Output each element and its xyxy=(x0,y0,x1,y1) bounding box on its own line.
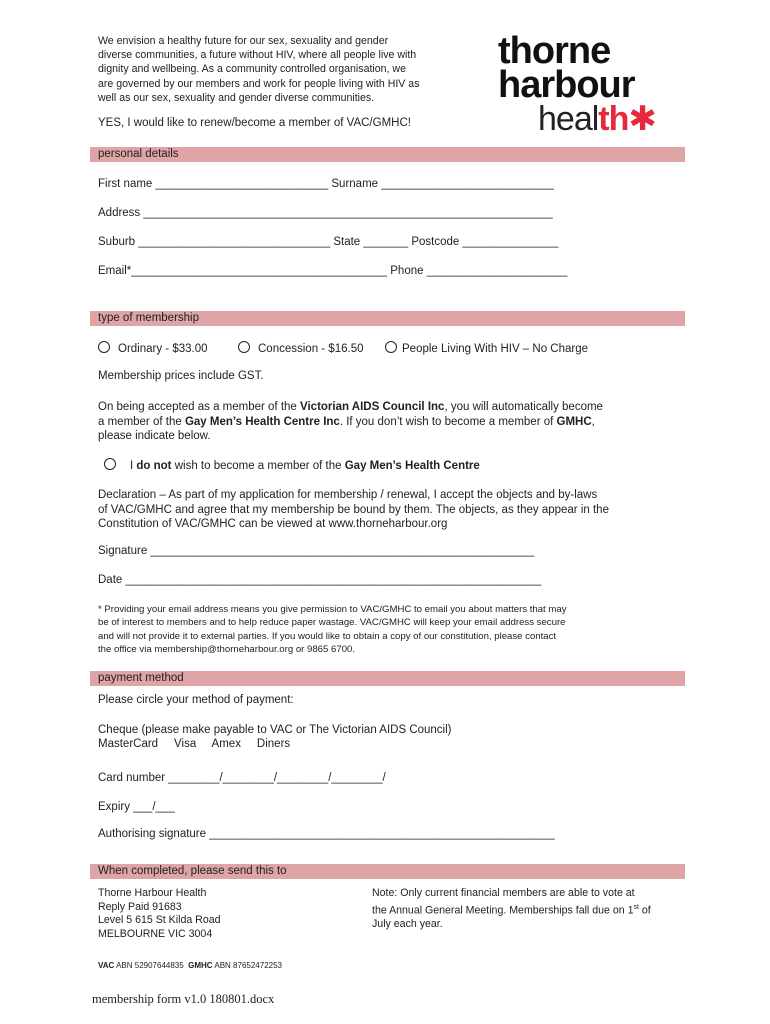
circle-method-instruction: Please circle your method of payment: xyxy=(98,694,294,706)
accept-gmhc: Gay Men’s Health Centre Inc xyxy=(184,415,340,428)
date-field: Date _________________________________________________________________ xyxy=(98,574,542,586)
option-ordinary[interactable] xyxy=(98,341,208,355)
option-ordinary-label: Ordinary - $33.00 xyxy=(118,343,208,355)
thorne-harbour-logo xyxy=(498,30,678,138)
card-number-field: Card number ________/________/________/________/ xyxy=(98,772,386,784)
declaration xyxy=(98,488,686,532)
section-bar-personal: personal details xyxy=(90,147,685,162)
renew-statement: YES, I would like to renew/become a member of VAC/GMHC! xyxy=(98,117,411,129)
note-line: of xyxy=(638,904,651,917)
address-line: Reply Paid 91683 xyxy=(98,900,182,913)
logo-word-harbour: harbour xyxy=(498,64,635,106)
note-line: Note: Only current financial members are able to vote at xyxy=(372,887,635,899)
accept-text: please indicate below. xyxy=(98,430,211,443)
option-concession[interactable] xyxy=(238,341,363,355)
logo-word-health xyxy=(538,102,718,136)
option-concession-label: Concession - $16.50 xyxy=(258,343,364,355)
intro-line: are governed by our members and work for people living with HIV as xyxy=(98,77,420,90)
intro-text xyxy=(98,34,468,105)
optout-text-bold: do not xyxy=(136,460,172,472)
option-plhiv[interactable] xyxy=(385,341,588,355)
accept-text: , xyxy=(591,415,595,428)
declaration-line: of VAC/GMHC and agree that my membership be bound by them. The objects, as they appear in the xyxy=(98,503,609,516)
suburb-state-postcode-fields: Suburb ______________________________ State _______ Postcode _______________ xyxy=(98,236,559,248)
intro-line: diverse communities, a future without HIV, where all people live with xyxy=(98,49,417,62)
authorising-signature-field: Authorising signature ______________________________________________________ xyxy=(98,828,555,840)
abn-vac: ABN 52907644835 xyxy=(114,961,189,970)
postal-address xyxy=(98,887,221,941)
option-plhiv-label: People Living With HIV – No Charge xyxy=(402,343,589,355)
intro-line: We envision a healthy future for our sex, sexuality and gender xyxy=(98,35,389,47)
abn-gmhc-label: GMHC xyxy=(188,961,213,970)
abn-vac-label: VAC xyxy=(98,961,115,970)
document-filename: membership form v1.0 180801.docx xyxy=(92,992,275,1006)
note-sup: st xyxy=(633,903,639,911)
email-consent-note xyxy=(98,603,678,657)
abn-gmhc: ABN 87652472253 xyxy=(212,961,282,970)
section-bar-payment: payment method xyxy=(90,671,685,686)
gst-note: Membership prices include GST. xyxy=(98,370,264,382)
accept-vac: Victorian AIDS Council Inc xyxy=(300,401,445,413)
logo-word-thorne: thorne xyxy=(498,30,611,72)
accept-text: . If you don’t wish to become a member of xyxy=(339,415,557,428)
accept-text: On being accepted as a member of the xyxy=(98,401,301,413)
intro-line: well as our sex, sexuality and gender diverse communities. xyxy=(98,91,375,104)
email-note-line: and will not provide it to external parties. If you would like to obtain a copy of our constitution, please contact xyxy=(98,630,557,642)
expiry-field: Expiry ___/___ xyxy=(98,801,175,813)
declaration-line: Declaration – As part of my application for membership / renewal, I accept the objects and by-laws xyxy=(98,489,598,501)
email-note-line: be of interest to members and to help reduce paper wastage. VAC/GMHC will keep your email address secure xyxy=(98,617,566,629)
radio-concession[interactable] xyxy=(238,341,250,353)
acceptance-paragraph xyxy=(98,400,686,444)
accept-text: a member of the xyxy=(98,415,185,428)
address-field: Address ________________________________________________________________ xyxy=(98,207,553,219)
intro-line: dignity and wellbeing. As a community controlled organisation, we xyxy=(98,63,406,76)
address-line: Level 5 615 St Kilda Road xyxy=(98,914,221,926)
card-types: MasterCard Visa Amex Diners xyxy=(98,738,291,750)
signature-field: Signature ____________________________________________________________ xyxy=(98,545,535,557)
email-note-line: the office via membership@thorneharbour.org or 9865 6700. xyxy=(98,644,356,656)
logo-heal: heal xyxy=(538,100,599,138)
radio-optout[interactable] xyxy=(104,458,116,470)
address-line: MELBOURNE VIC 3004 xyxy=(98,927,213,940)
note-line: July each year. xyxy=(372,917,443,930)
optout-org: Gay Men’s Health Centre xyxy=(344,460,480,472)
logo-star-icon: ✱ xyxy=(628,100,656,138)
optout-gmhc[interactable] xyxy=(104,458,480,472)
section-bar-send: When completed, please send this to xyxy=(90,864,685,879)
address-line: Thorne Harbour Health xyxy=(98,887,207,899)
declaration-line: Constitution of VAC/GMHC can be viewed at www.thorneharbour.org xyxy=(98,518,448,531)
voting-note xyxy=(372,887,692,931)
logo-th: th xyxy=(598,100,629,138)
section-bar-membership: type of membership xyxy=(90,311,685,326)
note-line: the Annual General Meeting. Memberships fall due on 1 xyxy=(372,904,634,917)
cheque-option: Cheque (please make payable to VAC or The Victorian AIDS Council) xyxy=(98,724,452,736)
optout-text: I xyxy=(130,460,137,472)
radio-plhiv[interactable] xyxy=(385,341,397,353)
abn-line xyxy=(98,961,282,970)
radio-ordinary[interactable] xyxy=(98,341,110,353)
optout-text: wish to become a member of the xyxy=(171,460,345,472)
email-note-line: * Providing your email address means you give permission to VAC/GMHC to email you about matters that may xyxy=(98,604,567,615)
accept-gmhc-short: GMHC xyxy=(556,415,592,428)
name-fields: First name ___________________________ Surname ___________________________ xyxy=(98,178,554,190)
email-phone-fields: Email*________________________________________ Phone ______________________ xyxy=(98,265,568,277)
accept-text: , you will automatically become xyxy=(444,401,603,413)
